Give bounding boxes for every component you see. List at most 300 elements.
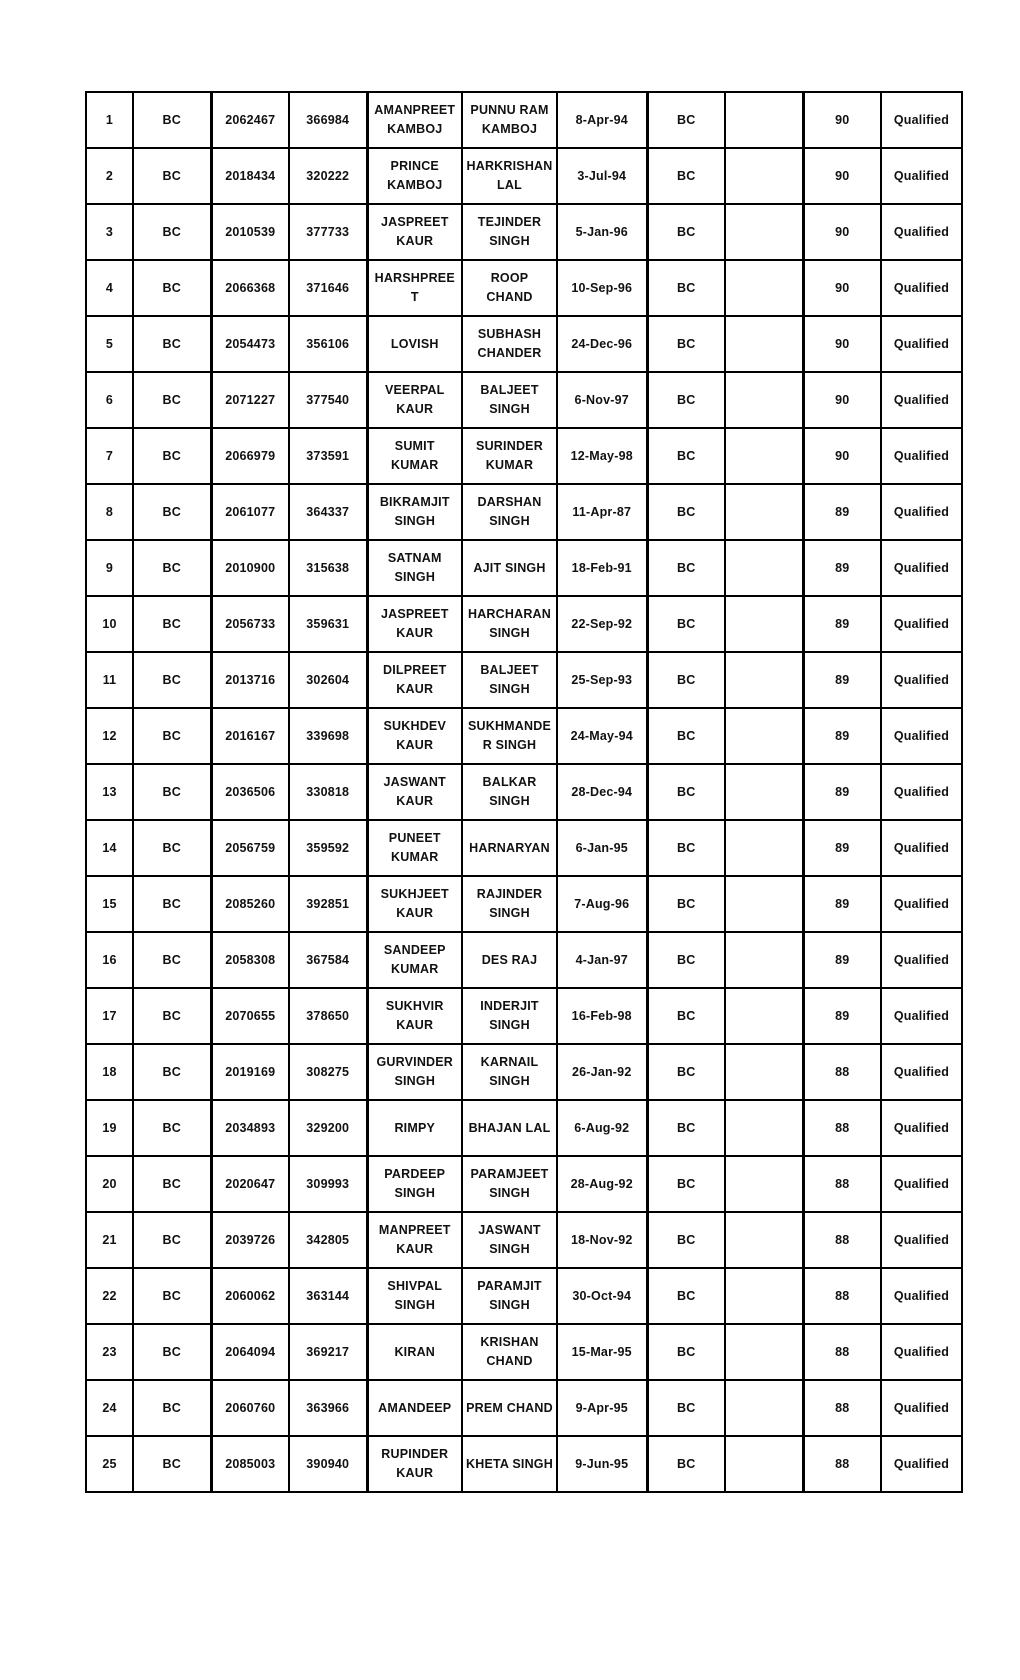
category-cell: BC bbox=[133, 372, 211, 428]
application-id-cell: 377733 bbox=[289, 204, 367, 260]
result-status-cell: Qualified bbox=[881, 204, 962, 260]
father-name-cell: TEJINDER SINGH bbox=[462, 204, 557, 260]
father-name-cell: JASWANT SINGH bbox=[462, 1212, 557, 1268]
date-of-birth-cell: 18-Nov-92 bbox=[557, 1212, 647, 1268]
category-cell: BC bbox=[133, 708, 211, 764]
marks-cell: 90 bbox=[803, 148, 881, 204]
category-cell: BC bbox=[133, 988, 211, 1044]
result-status-cell: Qualified bbox=[881, 1100, 962, 1156]
date-of-birth-cell: 11-Apr-87 bbox=[557, 484, 647, 540]
table-row bbox=[86, 428, 962, 484]
blank-cell bbox=[725, 1044, 803, 1100]
category-cell: BC bbox=[133, 1324, 211, 1380]
serial-number-cell: 17 bbox=[86, 988, 133, 1044]
father-name-cell: BALKAR SINGH bbox=[462, 764, 557, 820]
marks-cell: 88 bbox=[803, 1212, 881, 1268]
date-of-birth-cell: 28-Aug-92 bbox=[557, 1156, 647, 1212]
serial-number-cell: 24 bbox=[86, 1380, 133, 1436]
result-status-cell: Qualified bbox=[881, 932, 962, 988]
result-status-cell: Qualified bbox=[881, 1156, 962, 1212]
table-row bbox=[86, 92, 962, 148]
candidate-name-cell: JASPREET KAUR bbox=[367, 204, 462, 260]
application-id-cell: 329200 bbox=[289, 1100, 367, 1156]
marks-cell: 89 bbox=[803, 988, 881, 1044]
result-status-cell: Qualified bbox=[881, 1268, 962, 1324]
father-name-cell: KARNAIL SINGH bbox=[462, 1044, 557, 1100]
category-cell: BC bbox=[133, 652, 211, 708]
category-claimed-cell: BC bbox=[647, 1212, 725, 1268]
category-claimed-cell: BC bbox=[647, 372, 725, 428]
candidate-name-cell: SUKHDEV KAUR bbox=[367, 708, 462, 764]
category-cell: BC bbox=[133, 260, 211, 316]
serial-number-cell: 2 bbox=[86, 148, 133, 204]
result-status-cell: Qualified bbox=[881, 988, 962, 1044]
blank-cell bbox=[725, 204, 803, 260]
roll-number-cell: 2056759 bbox=[211, 820, 289, 876]
serial-number-cell: 10 bbox=[86, 596, 133, 652]
candidate-name-cell: SUKHJEET KAUR bbox=[367, 876, 462, 932]
serial-number-cell: 4 bbox=[86, 260, 133, 316]
application-id-cell: 377540 bbox=[289, 372, 367, 428]
category-claimed-cell: BC bbox=[647, 764, 725, 820]
document-page bbox=[85, 91, 961, 1493]
marks-cell: 90 bbox=[803, 204, 881, 260]
date-of-birth-cell: 18-Feb-91 bbox=[557, 540, 647, 596]
roll-number-cell: 2071227 bbox=[211, 372, 289, 428]
result-status-cell: Qualified bbox=[881, 372, 962, 428]
category-claimed-cell: BC bbox=[647, 1100, 725, 1156]
father-name-cell: KHETA SINGH bbox=[462, 1436, 557, 1492]
category-cell: BC bbox=[133, 1436, 211, 1492]
blank-cell bbox=[725, 148, 803, 204]
table-row bbox=[86, 316, 962, 372]
table-row bbox=[86, 1156, 962, 1212]
marks-cell: 89 bbox=[803, 708, 881, 764]
candidate-name-cell: SATNAM SINGH bbox=[367, 540, 462, 596]
application-id-cell: 302604 bbox=[289, 652, 367, 708]
roll-number-cell: 2054473 bbox=[211, 316, 289, 372]
category-cell: BC bbox=[133, 932, 211, 988]
category-cell: BC bbox=[133, 316, 211, 372]
date-of-birth-cell: 24-Dec-96 bbox=[557, 316, 647, 372]
serial-number-cell: 9 bbox=[86, 540, 133, 596]
date-of-birth-cell: 26-Jan-92 bbox=[557, 1044, 647, 1100]
father-name-cell: DARSHAN SINGH bbox=[462, 484, 557, 540]
category-claimed-cell: BC bbox=[647, 260, 725, 316]
father-name-cell: PREM CHAND bbox=[462, 1380, 557, 1436]
table-row bbox=[86, 820, 962, 876]
serial-number-cell: 5 bbox=[86, 316, 133, 372]
date-of-birth-cell: 22-Sep-92 bbox=[557, 596, 647, 652]
marks-cell: 89 bbox=[803, 820, 881, 876]
roll-number-cell: 2070655 bbox=[211, 988, 289, 1044]
blank-cell bbox=[725, 1156, 803, 1212]
candidate-name-cell: JASPREET KAUR bbox=[367, 596, 462, 652]
table-row bbox=[86, 540, 962, 596]
category-claimed-cell: BC bbox=[647, 1436, 725, 1492]
marks-cell: 88 bbox=[803, 1380, 881, 1436]
category-claimed-cell: BC bbox=[647, 1324, 725, 1380]
candidate-name-cell: LOVISH bbox=[367, 316, 462, 372]
table-row bbox=[86, 596, 962, 652]
table-row bbox=[86, 260, 962, 316]
application-id-cell: 320222 bbox=[289, 148, 367, 204]
roll-number-cell: 2058308 bbox=[211, 932, 289, 988]
category-cell: BC bbox=[133, 92, 211, 148]
category-cell: BC bbox=[133, 428, 211, 484]
category-claimed-cell: BC bbox=[647, 428, 725, 484]
serial-number-cell: 18 bbox=[86, 1044, 133, 1100]
date-of-birth-cell: 9-Apr-95 bbox=[557, 1380, 647, 1436]
marks-cell: 90 bbox=[803, 92, 881, 148]
category-cell: BC bbox=[133, 1156, 211, 1212]
candidate-name-cell: BIKRAMJIT SINGH bbox=[367, 484, 462, 540]
result-status-cell: Qualified bbox=[881, 820, 962, 876]
category-claimed-cell: BC bbox=[647, 148, 725, 204]
blank-cell bbox=[725, 708, 803, 764]
marks-cell: 88 bbox=[803, 1268, 881, 1324]
marks-cell: 89 bbox=[803, 764, 881, 820]
blank-cell bbox=[725, 1212, 803, 1268]
category-claimed-cell: BC bbox=[647, 316, 725, 372]
candidate-name-cell: JASWANT KAUR bbox=[367, 764, 462, 820]
result-status-cell: Qualified bbox=[881, 260, 962, 316]
blank-cell bbox=[725, 932, 803, 988]
date-of-birth-cell: 25-Sep-93 bbox=[557, 652, 647, 708]
blank-cell bbox=[725, 92, 803, 148]
result-status-cell: Qualified bbox=[881, 1044, 962, 1100]
application-id-cell: 309993 bbox=[289, 1156, 367, 1212]
candidate-name-cell: HARSHPREET bbox=[367, 260, 462, 316]
table-row bbox=[86, 1380, 962, 1436]
application-id-cell: 378650 bbox=[289, 988, 367, 1044]
result-status-cell: Qualified bbox=[881, 484, 962, 540]
category-claimed-cell: BC bbox=[647, 708, 725, 764]
blank-cell bbox=[725, 428, 803, 484]
application-id-cell: 359631 bbox=[289, 596, 367, 652]
serial-number-cell: 12 bbox=[86, 708, 133, 764]
date-of-birth-cell: 3-Jul-94 bbox=[557, 148, 647, 204]
blank-cell bbox=[725, 1268, 803, 1324]
candidate-name-cell: AMANDEEP bbox=[367, 1380, 462, 1436]
blank-cell bbox=[725, 820, 803, 876]
roll-number-cell: 2019169 bbox=[211, 1044, 289, 1100]
serial-number-cell: 7 bbox=[86, 428, 133, 484]
roll-number-cell: 2013716 bbox=[211, 652, 289, 708]
roll-number-cell: 2016167 bbox=[211, 708, 289, 764]
category-cell: BC bbox=[133, 820, 211, 876]
blank-cell bbox=[725, 316, 803, 372]
serial-number-cell: 3 bbox=[86, 204, 133, 260]
marks-cell: 90 bbox=[803, 260, 881, 316]
serial-number-cell: 11 bbox=[86, 652, 133, 708]
father-name-cell: PARAMJIT SINGH bbox=[462, 1268, 557, 1324]
category-cell: BC bbox=[133, 1212, 211, 1268]
blank-cell bbox=[725, 652, 803, 708]
roll-number-cell: 2062467 bbox=[211, 92, 289, 148]
candidate-name-cell: GURVINDER SINGH bbox=[367, 1044, 462, 1100]
candidate-name-cell: KIRAN bbox=[367, 1324, 462, 1380]
serial-number-cell: 16 bbox=[86, 932, 133, 988]
father-name-cell: AJIT SINGH bbox=[462, 540, 557, 596]
category-claimed-cell: BC bbox=[647, 484, 725, 540]
father-name-cell: DES RAJ bbox=[462, 932, 557, 988]
father-name-cell: HARNARYAN bbox=[462, 820, 557, 876]
serial-number-cell: 20 bbox=[86, 1156, 133, 1212]
blank-cell bbox=[725, 988, 803, 1044]
date-of-birth-cell: 24-May-94 bbox=[557, 708, 647, 764]
application-id-cell: 369217 bbox=[289, 1324, 367, 1380]
result-status-cell: Qualified bbox=[881, 708, 962, 764]
blank-cell bbox=[725, 260, 803, 316]
roll-number-cell: 2066368 bbox=[211, 260, 289, 316]
category-cell: BC bbox=[133, 148, 211, 204]
category-cell: BC bbox=[133, 1044, 211, 1100]
result-status-cell: Qualified bbox=[881, 876, 962, 932]
result-status-cell: Qualified bbox=[881, 764, 962, 820]
serial-number-cell: 23 bbox=[86, 1324, 133, 1380]
table-row bbox=[86, 708, 962, 764]
date-of-birth-cell: 7-Aug-96 bbox=[557, 876, 647, 932]
date-of-birth-cell: 28-Dec-94 bbox=[557, 764, 647, 820]
table-row bbox=[86, 204, 962, 260]
category-claimed-cell: BC bbox=[647, 596, 725, 652]
father-name-cell: RAJINDER SINGH bbox=[462, 876, 557, 932]
application-id-cell: 356106 bbox=[289, 316, 367, 372]
application-id-cell: 392851 bbox=[289, 876, 367, 932]
father-name-cell: HARCHARAN SINGH bbox=[462, 596, 557, 652]
roll-number-cell: 2060062 bbox=[211, 1268, 289, 1324]
father-name-cell: SUKHMANDE R SINGH bbox=[462, 708, 557, 764]
application-id-cell: 373591 bbox=[289, 428, 367, 484]
table-row bbox=[86, 932, 962, 988]
father-name-cell: BALJEET SINGH bbox=[462, 652, 557, 708]
category-claimed-cell: BC bbox=[647, 820, 725, 876]
serial-number-cell: 13 bbox=[86, 764, 133, 820]
father-name-cell: KRISHAN CHAND bbox=[462, 1324, 557, 1380]
marks-cell: 89 bbox=[803, 876, 881, 932]
application-id-cell: 363966 bbox=[289, 1380, 367, 1436]
date-of-birth-cell: 6-Nov-97 bbox=[557, 372, 647, 428]
candidate-name-cell: PARDEEP SINGH bbox=[367, 1156, 462, 1212]
category-claimed-cell: BC bbox=[647, 1380, 725, 1436]
serial-number-cell: 1 bbox=[86, 92, 133, 148]
date-of-birth-cell: 9-Jun-95 bbox=[557, 1436, 647, 1492]
category-claimed-cell: BC bbox=[647, 204, 725, 260]
blank-cell bbox=[725, 1324, 803, 1380]
candidate-name-cell: SANDEEP KUMAR bbox=[367, 932, 462, 988]
result-status-cell: Qualified bbox=[881, 1436, 962, 1492]
father-name-cell: PUNNU RAM KAMBOJ bbox=[462, 92, 557, 148]
date-of-birth-cell: 5-Jan-96 bbox=[557, 204, 647, 260]
roll-number-cell: 2020647 bbox=[211, 1156, 289, 1212]
roll-number-cell: 2061077 bbox=[211, 484, 289, 540]
father-name-cell: INDERJIT SINGH bbox=[462, 988, 557, 1044]
table-row bbox=[86, 1324, 962, 1380]
roll-number-cell: 2064094 bbox=[211, 1324, 289, 1380]
result-status-cell: Qualified bbox=[881, 316, 962, 372]
serial-number-cell: 21 bbox=[86, 1212, 133, 1268]
category-claimed-cell: BC bbox=[647, 540, 725, 596]
category-cell: BC bbox=[133, 540, 211, 596]
category-claimed-cell: BC bbox=[647, 1044, 725, 1100]
serial-number-cell: 25 bbox=[86, 1436, 133, 1492]
application-id-cell: 315638 bbox=[289, 540, 367, 596]
table-row bbox=[86, 1212, 962, 1268]
candidate-name-cell: SUMIT KUMAR bbox=[367, 428, 462, 484]
table-row bbox=[86, 988, 962, 1044]
marks-cell: 90 bbox=[803, 372, 881, 428]
blank-cell bbox=[725, 540, 803, 596]
table-row bbox=[86, 876, 962, 932]
application-id-cell: 330818 bbox=[289, 764, 367, 820]
blank-cell bbox=[725, 596, 803, 652]
candidate-name-cell: RIMPY bbox=[367, 1100, 462, 1156]
category-claimed-cell: BC bbox=[647, 1156, 725, 1212]
date-of-birth-cell: 6-Jan-95 bbox=[557, 820, 647, 876]
roll-number-cell: 2056733 bbox=[211, 596, 289, 652]
marks-cell: 89 bbox=[803, 540, 881, 596]
candidate-name-cell: RUPINDER KAUR bbox=[367, 1436, 462, 1492]
candidate-name-cell: DILPREET KAUR bbox=[367, 652, 462, 708]
father-name-cell: ROOP CHAND bbox=[462, 260, 557, 316]
date-of-birth-cell: 6-Aug-92 bbox=[557, 1100, 647, 1156]
serial-number-cell: 22 bbox=[86, 1268, 133, 1324]
application-id-cell: 390940 bbox=[289, 1436, 367, 1492]
date-of-birth-cell: 12-May-98 bbox=[557, 428, 647, 484]
date-of-birth-cell: 15-Mar-95 bbox=[557, 1324, 647, 1380]
marks-cell: 89 bbox=[803, 596, 881, 652]
application-id-cell: 339698 bbox=[289, 708, 367, 764]
marks-cell: 89 bbox=[803, 932, 881, 988]
application-id-cell: 364337 bbox=[289, 484, 367, 540]
marks-cell: 88 bbox=[803, 1100, 881, 1156]
blank-cell bbox=[725, 484, 803, 540]
serial-number-cell: 14 bbox=[86, 820, 133, 876]
application-id-cell: 359592 bbox=[289, 820, 367, 876]
roll-number-cell: 2060760 bbox=[211, 1380, 289, 1436]
marks-cell: 89 bbox=[803, 484, 881, 540]
father-name-cell: PARAMJEET SINGH bbox=[462, 1156, 557, 1212]
marks-cell: 88 bbox=[803, 1324, 881, 1380]
roll-number-cell: 2034893 bbox=[211, 1100, 289, 1156]
serial-number-cell: 15 bbox=[86, 876, 133, 932]
candidate-name-cell: SHIVPAL SINGH bbox=[367, 1268, 462, 1324]
table-row bbox=[86, 764, 962, 820]
date-of-birth-cell: 10-Sep-96 bbox=[557, 260, 647, 316]
application-id-cell: 342805 bbox=[289, 1212, 367, 1268]
table-row bbox=[86, 1100, 962, 1156]
result-status-cell: Qualified bbox=[881, 1380, 962, 1436]
date-of-birth-cell: 8-Apr-94 bbox=[557, 92, 647, 148]
blank-cell bbox=[725, 764, 803, 820]
blank-cell bbox=[725, 876, 803, 932]
blank-cell bbox=[725, 1380, 803, 1436]
category-claimed-cell: BC bbox=[647, 652, 725, 708]
results-table-body bbox=[86, 92, 962, 1492]
table-row bbox=[86, 1436, 962, 1492]
category-cell: BC bbox=[133, 1380, 211, 1436]
roll-number-cell: 2085003 bbox=[211, 1436, 289, 1492]
candidate-name-cell: VEERPAL KAUR bbox=[367, 372, 462, 428]
result-status-cell: Qualified bbox=[881, 1212, 962, 1268]
application-id-cell: 308275 bbox=[289, 1044, 367, 1100]
date-of-birth-cell: 4-Jan-97 bbox=[557, 932, 647, 988]
application-id-cell: 363144 bbox=[289, 1268, 367, 1324]
category-cell: BC bbox=[133, 764, 211, 820]
blank-cell bbox=[725, 372, 803, 428]
result-status-cell: Qualified bbox=[881, 1324, 962, 1380]
father-name-cell: HARKRISHAN LAL bbox=[462, 148, 557, 204]
category-cell: BC bbox=[133, 204, 211, 260]
candidate-name-cell: PRINCE KAMBOJ bbox=[367, 148, 462, 204]
result-status-cell: Qualified bbox=[881, 596, 962, 652]
table-row bbox=[86, 652, 962, 708]
result-status-cell: Qualified bbox=[881, 652, 962, 708]
roll-number-cell: 2036506 bbox=[211, 764, 289, 820]
blank-cell bbox=[725, 1100, 803, 1156]
father-name-cell: BHAJAN LAL bbox=[462, 1100, 557, 1156]
table-row bbox=[86, 484, 962, 540]
results-table bbox=[85, 91, 963, 1493]
application-id-cell: 366984 bbox=[289, 92, 367, 148]
roll-number-cell: 2085260 bbox=[211, 876, 289, 932]
category-claimed-cell: BC bbox=[647, 932, 725, 988]
table-row bbox=[86, 1044, 962, 1100]
category-claimed-cell: BC bbox=[647, 988, 725, 1044]
marks-cell: 88 bbox=[803, 1156, 881, 1212]
father-name-cell: SURINDER KUMAR bbox=[462, 428, 557, 484]
table-row bbox=[86, 148, 962, 204]
category-claimed-cell: BC bbox=[647, 876, 725, 932]
result-status-cell: Qualified bbox=[881, 428, 962, 484]
application-id-cell: 367584 bbox=[289, 932, 367, 988]
roll-number-cell: 2010900 bbox=[211, 540, 289, 596]
father-name-cell: SUBHASH CHANDER bbox=[462, 316, 557, 372]
serial-number-cell: 19 bbox=[86, 1100, 133, 1156]
marks-cell: 89 bbox=[803, 652, 881, 708]
roll-number-cell: 2066979 bbox=[211, 428, 289, 484]
candidate-name-cell: MANPREET KAUR bbox=[367, 1212, 462, 1268]
serial-number-cell: 8 bbox=[86, 484, 133, 540]
candidate-name-cell: PUNEET KUMAR bbox=[367, 820, 462, 876]
date-of-birth-cell: 16-Feb-98 bbox=[557, 988, 647, 1044]
roll-number-cell: 2010539 bbox=[211, 204, 289, 260]
marks-cell: 88 bbox=[803, 1044, 881, 1100]
category-claimed-cell: BC bbox=[647, 1268, 725, 1324]
candidate-name-cell: SUKHVIR KAUR bbox=[367, 988, 462, 1044]
result-status-cell: Qualified bbox=[881, 148, 962, 204]
father-name-cell: BALJEET SINGH bbox=[462, 372, 557, 428]
category-cell: BC bbox=[133, 1100, 211, 1156]
result-status-cell: Qualified bbox=[881, 540, 962, 596]
table-row bbox=[86, 372, 962, 428]
category-claimed-cell: BC bbox=[647, 92, 725, 148]
table-row bbox=[86, 1268, 962, 1324]
serial-number-cell: 6 bbox=[86, 372, 133, 428]
candidate-name-cell: AMANPREET KAMBOJ bbox=[367, 92, 462, 148]
marks-cell: 90 bbox=[803, 428, 881, 484]
marks-cell: 88 bbox=[803, 1436, 881, 1492]
result-status-cell: Qualified bbox=[881, 92, 962, 148]
roll-number-cell: 2039726 bbox=[211, 1212, 289, 1268]
category-cell: BC bbox=[133, 876, 211, 932]
application-id-cell: 371646 bbox=[289, 260, 367, 316]
blank-cell bbox=[725, 1436, 803, 1492]
category-cell: BC bbox=[133, 484, 211, 540]
marks-cell: 90 bbox=[803, 316, 881, 372]
date-of-birth-cell: 30-Oct-94 bbox=[557, 1268, 647, 1324]
